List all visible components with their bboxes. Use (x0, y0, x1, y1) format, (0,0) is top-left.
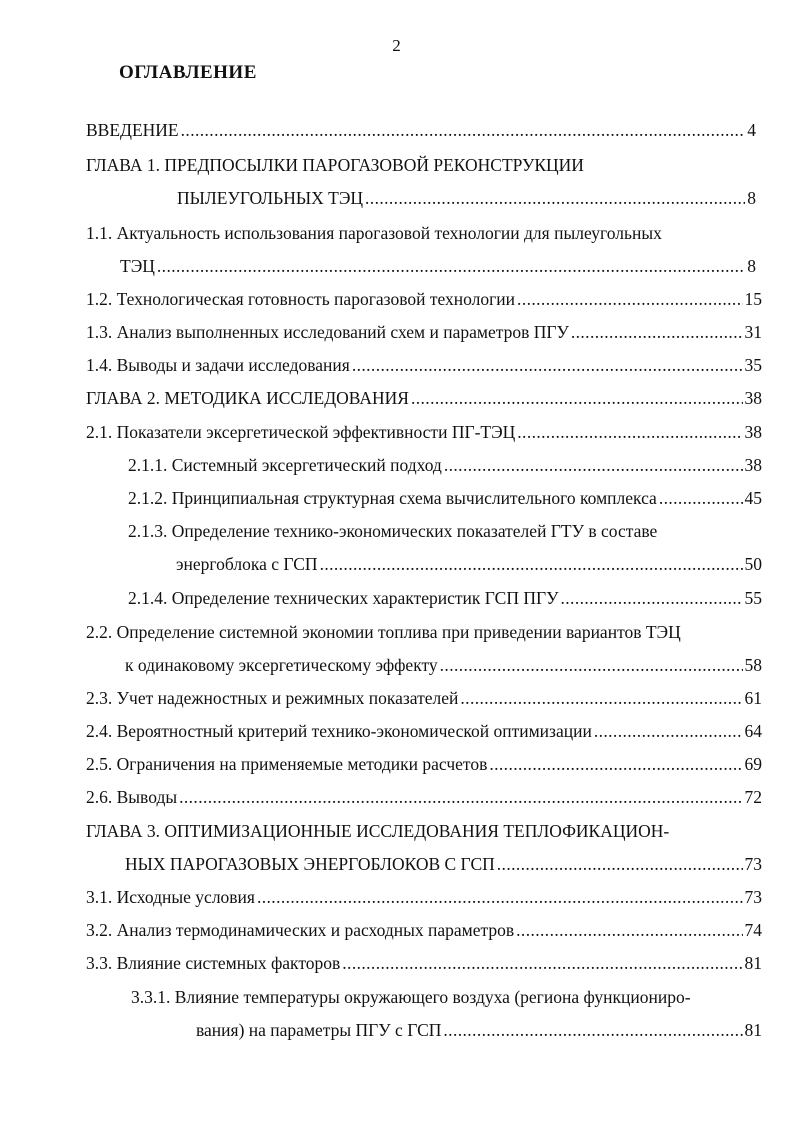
dot-leader (594, 719, 743, 743)
toc-entry-title: ВВЕДЕНИЕ (86, 120, 179, 140)
toc-entry-title: 2.1.1. Системный эксергетический подход (128, 455, 442, 475)
dot-leader (489, 752, 742, 776)
toc-entry[interactable] (0, 918, 793, 951)
dot-leader (352, 353, 743, 377)
toc-entry-title: 2.1.3. Определение технико-экономических показателей ГТУ в составе (128, 521, 658, 541)
toc-entry[interactable] (0, 287, 793, 320)
dot-leader (460, 686, 742, 710)
toc-entry-title: ГЛАВА 2. МЕТОДИКА ИССЛЕДОВАНИЯ (86, 388, 409, 408)
dot-leader (157, 254, 745, 278)
toc-entry-title: 2.2. Определение системной экономии топлива при приведении вариантов ТЭЦ (86, 622, 681, 642)
toc-page-number: 64 (744, 721, 762, 741)
dot-leader (571, 320, 743, 344)
dot-leader (443, 1018, 742, 1042)
toc-entry[interactable] (0, 420, 793, 453)
toc-page-number: 8 (747, 188, 756, 208)
toc-entry-title: 3.1. Исходные условия (86, 887, 255, 907)
toc-entry-title: ТЭЦ (120, 256, 155, 276)
dot-leader (342, 951, 742, 975)
toc-entry-title: 2.6. Выводы (86, 787, 178, 807)
toc-entry-title: 2.4. Вероятностный критерий технико-экономической оптимизации (86, 721, 592, 741)
toc-entry[interactable] (0, 118, 793, 151)
dot-leader (320, 552, 743, 576)
toc-entry[interactable] (0, 586, 793, 619)
toc-entry-title: 1.3. Анализ выполненных исследований схем и параметров ПГУ (86, 322, 569, 342)
toc-page-number: 74 (744, 920, 762, 940)
toc-entry-title: 1.1. Актуальность использования парогазовой технологии для пылеугольных (86, 223, 662, 243)
toc-entry[interactable] (0, 486, 793, 519)
toc-heading: ОГЛАВЛЕНИЕ (119, 62, 257, 83)
dot-leader (497, 852, 743, 876)
toc-page-number: 73 (744, 854, 762, 874)
toc-entry[interactable] (0, 951, 793, 984)
dot-leader (181, 118, 746, 142)
toc-entry-title: ГЛАВА 3. ОПТИМИЗАЦИОННЫЕ ИССЛЕДОВАНИЯ ТЕПЛОФИКАЦИОН- (86, 821, 670, 841)
toc-entry[interactable] (0, 985, 793, 1051)
toc-entry[interactable] (0, 519, 793, 585)
toc-entry[interactable] (0, 221, 793, 287)
toc-entry-title: 3.3. Влияние системных факторов (86, 953, 341, 973)
toc-page-number: 38 (744, 455, 762, 475)
toc-entry-title: 2.1.2. Принципиальная структурная схема вычислительного комплекса (128, 488, 657, 508)
dot-leader (659, 486, 743, 510)
toc-page-number: 55 (744, 588, 762, 608)
toc-entry[interactable] (0, 153, 793, 219)
dot-leader (561, 586, 743, 610)
toc-page-number: 81 (744, 1020, 762, 1040)
dot-leader (365, 186, 745, 210)
toc-page-number: 73 (744, 887, 762, 907)
toc-page-number: 45 (744, 488, 762, 508)
toc-entry[interactable] (0, 819, 793, 885)
toc-entry[interactable] (0, 752, 793, 785)
dot-leader (179, 785, 742, 809)
toc-page-number: 8 (747, 256, 756, 276)
toc-entry-title: 1.4. Выводы и задачи исследования (86, 355, 350, 375)
dot-leader (517, 287, 742, 311)
dot-leader (257, 885, 743, 909)
toc-entry-title: ГЛАВА 1. ПРЕДПОСЫЛКИ ПАРОГАЗОВОЙ РЕКОНСТРУКЦИИ (86, 155, 584, 175)
toc-page-number: 35 (744, 355, 762, 375)
dot-leader (411, 386, 743, 410)
toc-entry-title: 3.3.1. Влияние температуры окружающего воздуха (региона функциониро- (131, 987, 691, 1007)
toc-entry-title: 2.1.4. Определение технических характеристик ГСП ПГУ (128, 588, 559, 608)
toc-page-number: 81 (744, 953, 762, 973)
toc-entry-title: 3.2. Анализ термодинамических и расходных параметров (86, 920, 515, 940)
toc-page-number: 31 (744, 322, 762, 342)
toc-entry[interactable] (0, 686, 793, 719)
toc-entry[interactable] (0, 320, 793, 353)
toc-entry-title: 2.1. Показатели эксергетической эффективности ПГ-ТЭЦ (86, 422, 516, 442)
toc-page-number: 4 (747, 120, 756, 140)
toc-page-number: 38 (744, 422, 762, 442)
toc-page-number: 72 (744, 787, 762, 807)
toc-entry[interactable] (0, 353, 793, 386)
toc-entry[interactable] (0, 453, 793, 486)
dot-leader (517, 420, 742, 444)
toc-entry-title: к одинаковому эксергетическому эффекту (125, 655, 438, 675)
toc-entry[interactable] (0, 785, 793, 818)
toc-entry-title: 2.3. Учет надежностных и режимных показателей (86, 688, 459, 708)
toc-entry[interactable] (0, 620, 793, 686)
dot-leader (440, 653, 743, 677)
toc-entry-title: ПЫЛЕУГОЛЬНЫХ ТЭЦ (177, 188, 364, 208)
toc-page-number: 50 (744, 554, 762, 574)
toc-entry-title: вания) на параметры ПГУ с ГСП (196, 1020, 442, 1040)
toc-entry-title: НЫХ ПАРОГАЗОВЫХ ЭНЕРГОБЛОКОВ С ГСП (125, 854, 495, 874)
toc-entry-title: 1.2. Технологическая готовность парогазовой технологии (86, 289, 516, 309)
toc-entry-title: энергоблока с ГСП (176, 554, 318, 574)
toc-page-number: 58 (744, 655, 762, 675)
toc-page-number: 69 (744, 754, 762, 774)
toc-page-number: 38 (744, 388, 762, 408)
toc-entry[interactable] (0, 386, 793, 419)
dot-leader (444, 453, 743, 477)
toc-entry[interactable] (0, 719, 793, 752)
toc-page-number: 15 (744, 289, 762, 309)
toc-entry[interactable] (0, 885, 793, 918)
page-number: 2 (392, 36, 401, 55)
dot-leader (516, 918, 742, 942)
toc-page-number: 61 (744, 688, 762, 708)
toc-entry-title: 2.5. Ограничения на применяемые методики расчетов (86, 754, 488, 774)
